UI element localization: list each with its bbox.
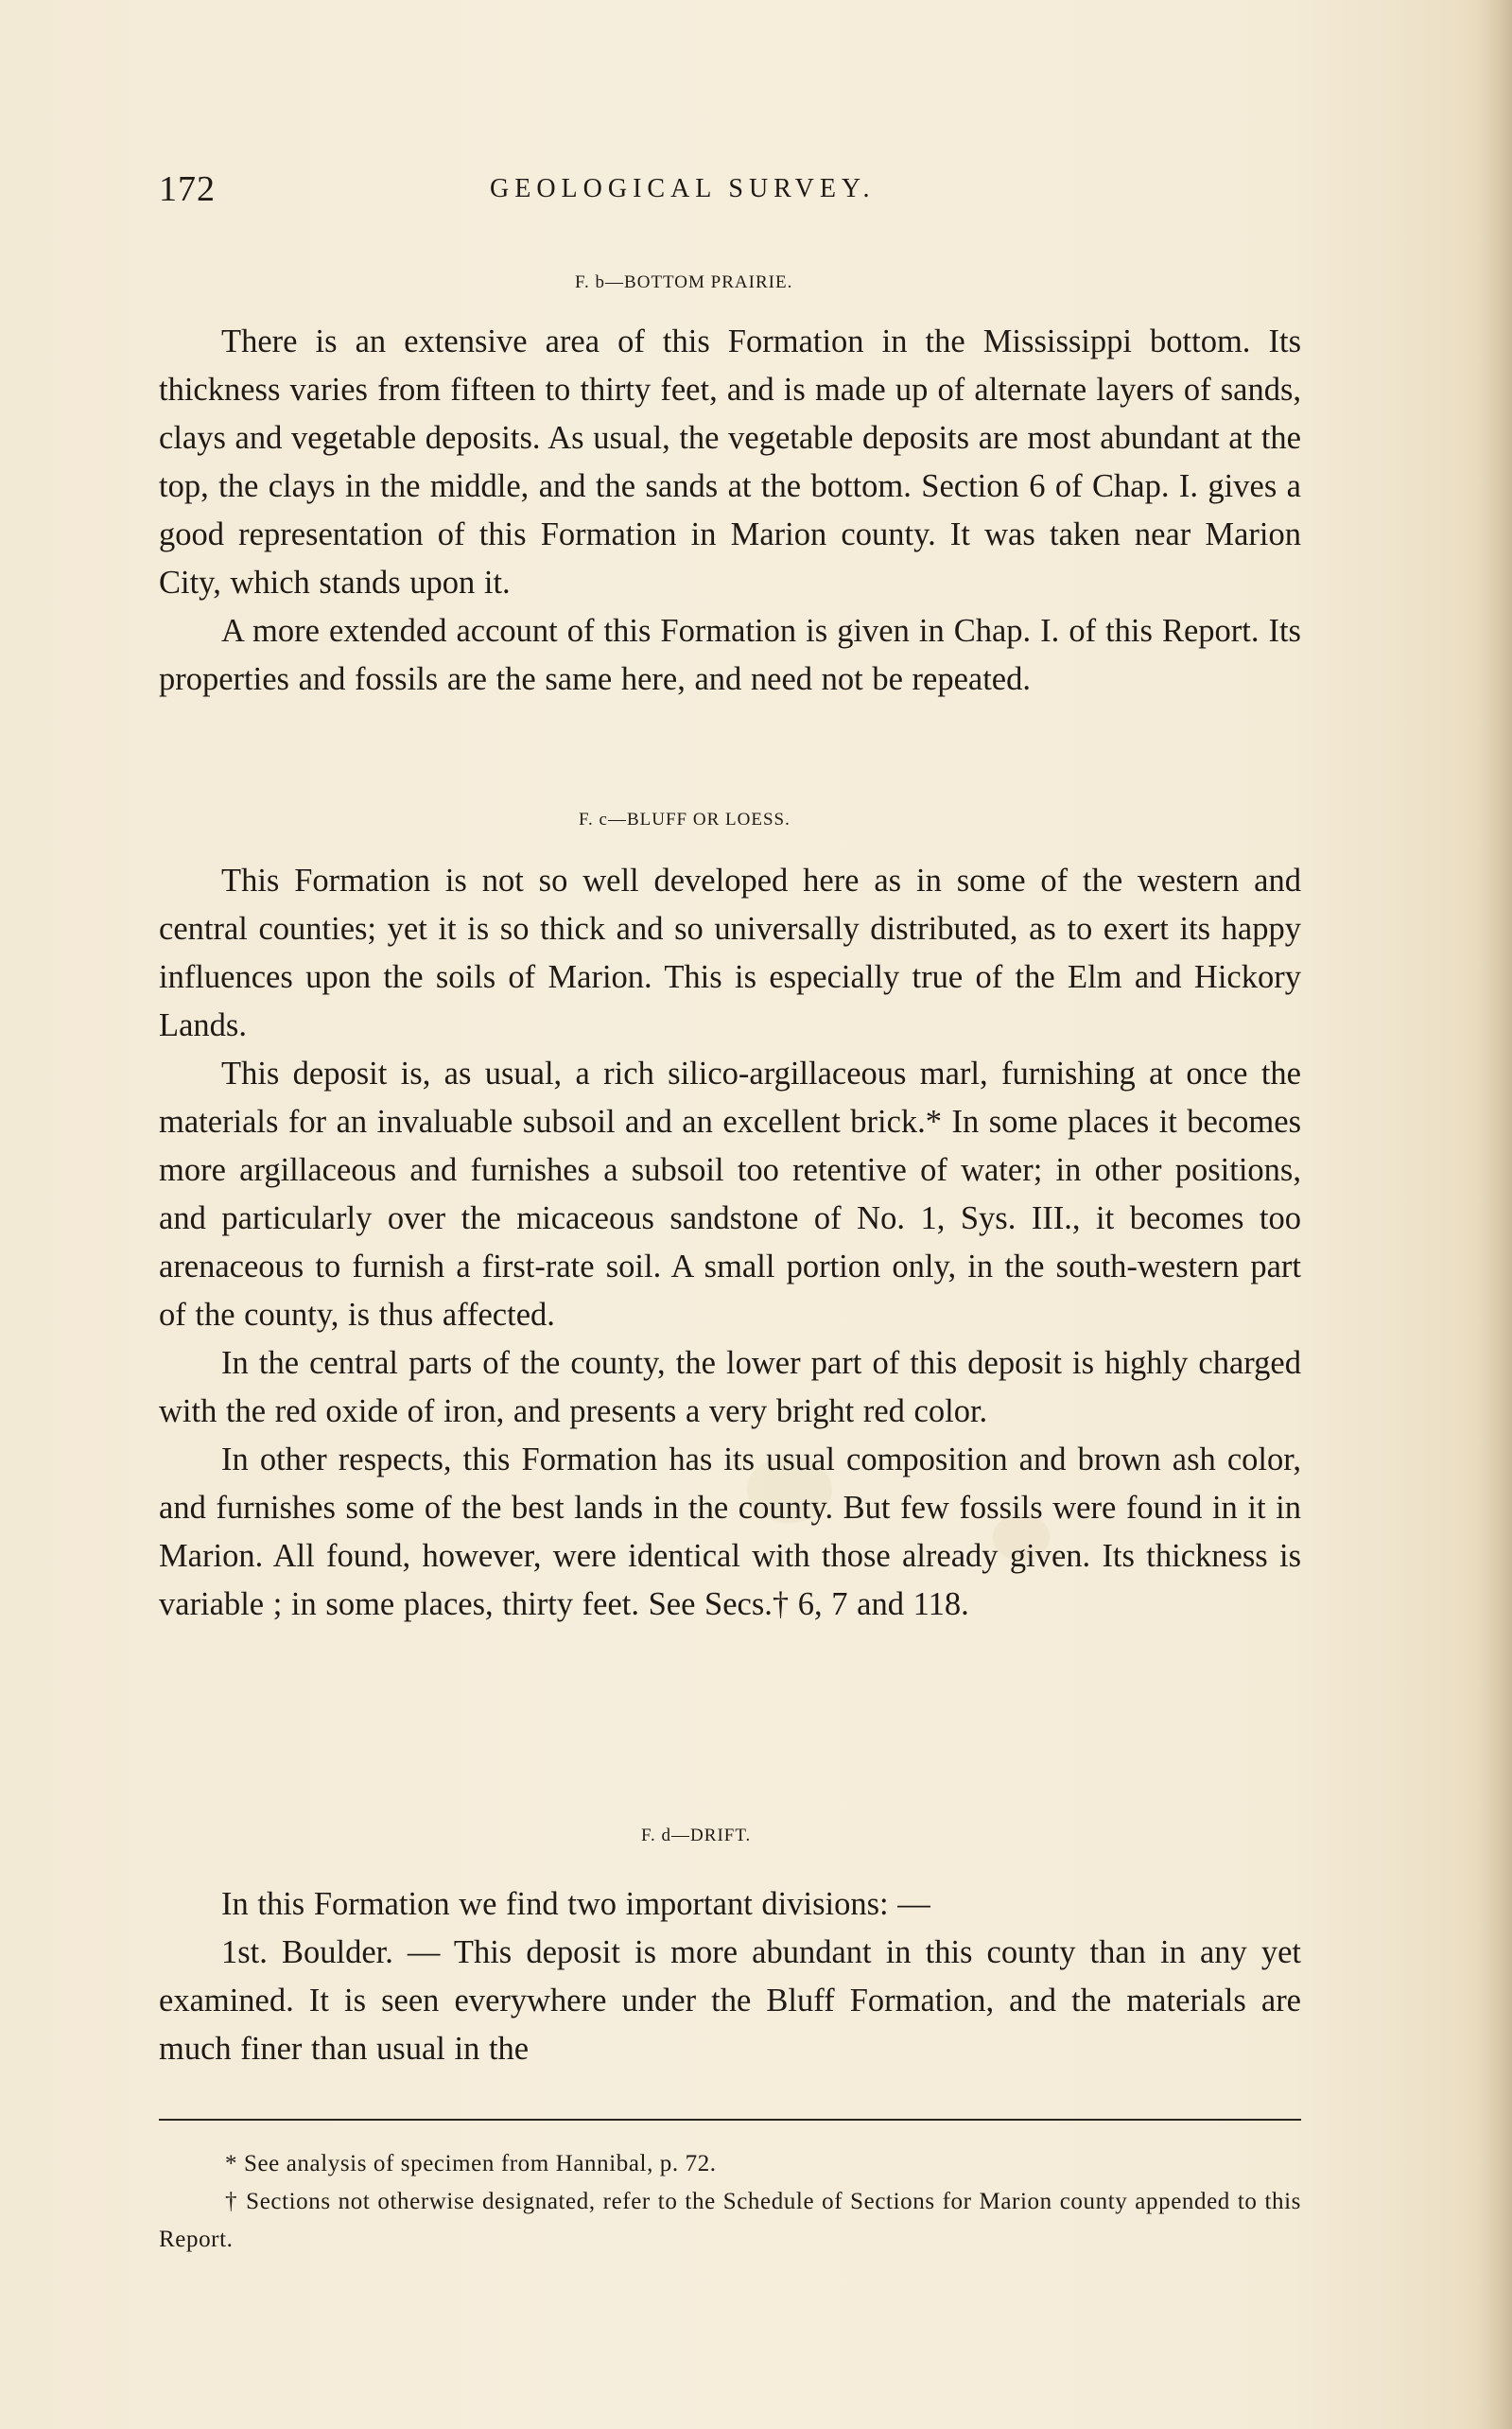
paragraph: There is an extensive area of this Formation in the Mississippi bottom. Its thickness varies from fifteen to thirty feet, and is made up of alternate layers of sands, clays and vegetable deposits. As usual, the vegetable deposits are most abundant at the top, the clays in the middle, and the sands at the bottom. Section 6 of Chap. I. gives a good representation of this Formation in Marion county. It was taken near Marion City, which stands upon it. — [159, 323, 1301, 601]
footnote: * See analysis of specimen from Hannibal, p. 72. — [225, 2151, 717, 2176]
paragraph: In the central parts of the county, the lower part of this deposit is highly charged with the red oxide of iron, and presents a very bright red color. — [159, 1345, 1301, 1429]
footnotes — [159, 2145, 1301, 2259]
page-number: 172 — [159, 169, 216, 209]
footnote-rule — [159, 2119, 1301, 2121]
paragraph: This Formation is not so well developed here as in some of the western and central counties; yet it is so thick and so universally distributed, as to exert its happy influences upon the soils of Marion. This is especially true of the Elm and Hickory Lands. — [159, 863, 1301, 1043]
paragraph: 1st. Boulder. — This deposit is more abundant in this county than in any yet examined. It is seen everywhere under the Bluff Formation, and the materials are much finer than usual in the — [159, 1934, 1301, 2067]
section-bluff-or-loess-text — [159, 857, 1301, 1629]
section-heading-bluff-or-loess: F. c—BLUFF OR LOESS. — [579, 810, 791, 830]
footnote: † Sections not otherwise designated, refer to the Schedule of Sections for Marion county appended to this Report. — [159, 2189, 1301, 2252]
paragraph: A more extended account of this Formation is given in Chap. I. of this Report. Its properties and fossils are the same here, and need not be repeated. — [159, 613, 1301, 697]
paragraph: In this Formation we find two important divisions: — — [221, 1886, 930, 1922]
section-heading-bottom-prairie: F. b—BOTTOM PRAIRIE. — [575, 272, 793, 292]
section-bottom-prairie-text — [159, 318, 1301, 704]
paragraph: In other respects, this Formation has its usual composition and brown ash color, and furnishes some of the best lands in the county. But few fossils were found in it in Marion. All found, however, were identical with those already given. Its thickness is variable ; in some places, thirty feet. See Secs.† 6, 7 and 118. — [159, 1442, 1301, 1622]
page-edge-shadow — [1478, 0, 1512, 2429]
running-title: GEOLOGICAL SURVEY. — [490, 174, 876, 203]
section-drift-text — [159, 1880, 1301, 2073]
running-head — [159, 168, 1301, 221]
paragraph: This deposit is, as usual, a rich silico-argillaceous marl, furnishing at once the materials for an invaluable subsoil and an excellent brick.* In some places it becomes more argillaceous and furnishes a subsoil too retentive of water; in other positions, and particularly over the micaceous sandstone of No. 1, Sys. III., it becomes too arenaceous to furnish a first-rate soil. A small portion only, in the south-western part of the county, is thus affected. — [159, 1056, 1301, 1333]
section-heading-drift: F. d—DRIFT. — [641, 1826, 752, 1845]
